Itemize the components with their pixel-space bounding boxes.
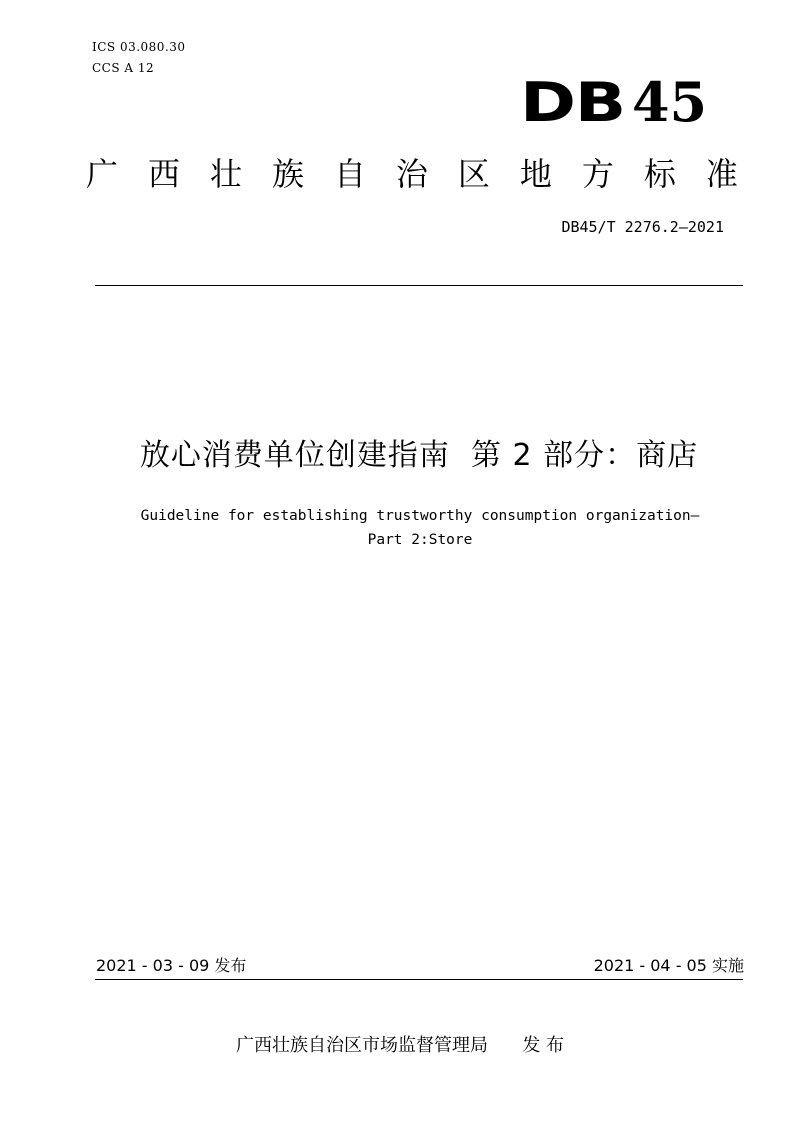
standard-category — [86, 150, 738, 198]
category-char: 壮 — [209, 155, 242, 193]
category-char: 地 — [519, 155, 552, 193]
standard-number: DB45/T 2276.2—2021 — [561, 218, 724, 236]
db45-logo — [520, 72, 707, 133]
logo-letters: DB — [520, 71, 625, 134]
category-char: 西 — [147, 155, 180, 193]
category-char: 区 — [457, 155, 490, 193]
category-char: 广 — [86, 155, 119, 193]
english-title-line-1: Guideline for establishing trustworthy consumption organization— — [140, 508, 700, 524]
category-char: 准 — [705, 155, 738, 193]
document-title-english — [0, 504, 800, 552]
category-char: 标 — [643, 155, 676, 193]
document-title-chinese: 放心消费单位创建指南 第 2 部分：商店 — [139, 438, 699, 473]
header-divider — [95, 285, 743, 286]
logo-number: 45 — [631, 70, 708, 134]
category-char: 自 — [333, 155, 366, 193]
footer-divider — [95, 979, 743, 980]
english-title-line-2: Part 2:Store — [367, 532, 473, 548]
publish-date: 2021 - 03 - 09 发布 — [96, 956, 247, 975]
category-char: 族 — [271, 155, 304, 193]
category-char: 方 — [581, 155, 614, 193]
category-char: 治 — [395, 155, 428, 193]
ccs-code: CCS A 12 — [92, 61, 155, 75]
implement-date: 2021 - 04 - 05 实施 — [593, 956, 744, 975]
publisher: 广西壮族自治区市场监督管理局 发 布 — [236, 1035, 565, 1056]
ics-code: ICS 03.080.30 — [92, 40, 186, 54]
